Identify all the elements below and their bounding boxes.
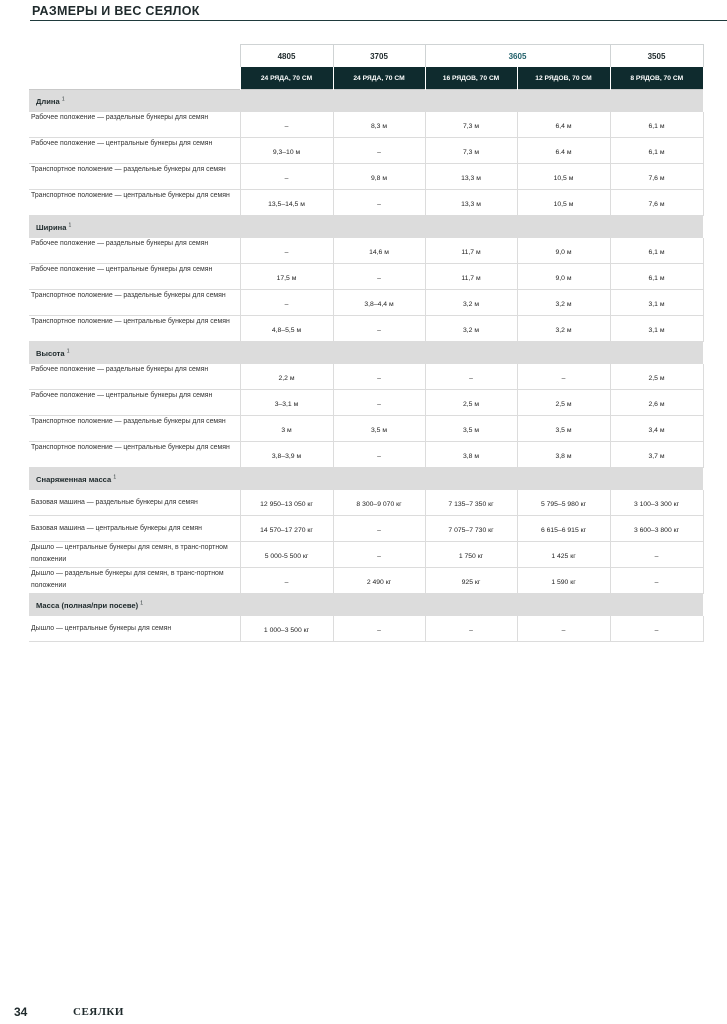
- row-label: Транспортное положение — раздельные бункеры для семян: [29, 416, 240, 442]
- row-label: Дышло — центральные бункеры для семян, в транс-портном положении: [29, 542, 240, 568]
- value-cell: 14,6 м: [333, 238, 425, 264]
- config-cell: 8 РЯДОВ, 70 СМ: [610, 67, 703, 90]
- section-header-row: [29, 342, 703, 365]
- value-cell: –: [333, 364, 425, 390]
- value-cell: 8,3 м: [333, 112, 425, 138]
- section-header-row: [29, 594, 703, 617]
- table-row: [29, 442, 703, 468]
- value-cell: –: [240, 112, 333, 138]
- config-cell: 24 РЯДА, 70 СМ: [333, 67, 425, 90]
- value-cell: 3 100–3 300 кг: [610, 490, 703, 516]
- value-cell: –: [333, 390, 425, 416]
- title-divider: [30, 20, 727, 21]
- row-label: Транспортное положение — центральные бункеры для семян: [29, 190, 240, 216]
- value-cell: 10,5 м: [517, 164, 610, 190]
- page-number: 34: [14, 1005, 28, 1019]
- config-cell: 12 РЯДОВ, 70 СМ: [517, 67, 610, 90]
- value-cell: –: [425, 364, 517, 390]
- table-row: [29, 112, 703, 138]
- value-cell: 3,2 м: [517, 316, 610, 342]
- table-row: [29, 568, 703, 594]
- table-row: [29, 616, 703, 642]
- section-title-text: Высота: [36, 348, 65, 358]
- table-row: [29, 516, 703, 542]
- value-cell: –: [333, 442, 425, 468]
- value-cell: –: [240, 164, 333, 190]
- value-cell: –: [333, 138, 425, 164]
- value-cell: 3 м: [240, 416, 333, 442]
- table-row: [29, 542, 703, 568]
- row-label: Транспортное положение — центральные бункеры для семян: [29, 442, 240, 468]
- value-cell: 6,1 м: [610, 112, 703, 138]
- value-cell: 13,5–14,5 м: [240, 190, 333, 216]
- table-row: [29, 164, 703, 190]
- value-cell: –: [517, 616, 610, 642]
- value-cell: –: [333, 616, 425, 642]
- value-cell: 7,6 м: [610, 190, 703, 216]
- value-cell: 12 950–13 050 кг: [240, 490, 333, 516]
- footnote-marker: 1: [66, 348, 70, 355]
- footnote-marker: 1: [61, 96, 65, 103]
- value-cell: 6.4 м: [517, 138, 610, 164]
- footnote-marker: 1: [68, 222, 72, 229]
- config-cell: 16 РЯДОВ, 70 СМ: [425, 67, 517, 90]
- value-cell: 1 425 кг: [517, 542, 610, 568]
- value-cell: 2,5 м: [517, 390, 610, 416]
- value-cell: –: [333, 516, 425, 542]
- value-cell: 3,2 м: [425, 316, 517, 342]
- value-cell: 9,3–10 м: [240, 138, 333, 164]
- value-cell: 3,8–4,4 м: [333, 290, 425, 316]
- value-cell: 11,7 м: [425, 264, 517, 290]
- value-cell: 3 600–3 800 кг: [610, 516, 703, 542]
- value-cell: 17,5 м: [240, 264, 333, 290]
- row-label: Базовая машина — раздельные бункеры для семян: [29, 490, 240, 516]
- value-cell: –: [610, 616, 703, 642]
- value-cell: 10,5 м: [517, 190, 610, 216]
- value-cell: 3,8–3,9 м: [240, 442, 333, 468]
- value-cell: 3–3,1 м: [240, 390, 333, 416]
- value-cell: 7 135–7 350 кг: [425, 490, 517, 516]
- footnote-marker: 1: [140, 600, 144, 607]
- table-row: [29, 490, 703, 516]
- table-row: [29, 264, 703, 290]
- footnote-marker: 1: [113, 474, 117, 481]
- spec-table: [29, 44, 704, 642]
- table-row: [29, 290, 703, 316]
- row-label: Рабочее положение — раздельные бункеры для семян: [29, 112, 240, 138]
- value-cell: 3,7 м: [610, 442, 703, 468]
- value-cell: –: [610, 568, 703, 594]
- section-title: [29, 97, 65, 106]
- model-3705: 3705: [333, 45, 425, 68]
- value-cell: 7 075–7 730 кг: [425, 516, 517, 542]
- value-cell: 9,0 м: [517, 264, 610, 290]
- value-cell: –: [240, 290, 333, 316]
- value-cell: 3,8 м: [517, 442, 610, 468]
- value-cell: –: [240, 238, 333, 264]
- section-title-text: Снаряженная масса: [36, 474, 112, 484]
- value-cell: –: [240, 568, 333, 594]
- value-cell: 3,1 м: [610, 316, 703, 342]
- value-cell: 6 615–6 915 кг: [517, 516, 610, 542]
- table-row: [29, 190, 703, 216]
- section-title-text: Длина: [36, 96, 60, 106]
- section-header-row: [29, 90, 703, 113]
- value-cell: 2,5 м: [425, 390, 517, 416]
- value-cell: 925 кг: [425, 568, 517, 594]
- value-cell: 13,3 м: [425, 190, 517, 216]
- table-row: [29, 138, 703, 164]
- table-row: [29, 238, 703, 264]
- value-cell: 7,6 м: [610, 164, 703, 190]
- row-label: Рабочее положение — раздельные бункеры для семян: [29, 238, 240, 264]
- value-cell: 3,5 м: [425, 416, 517, 442]
- section-header-row: [29, 468, 703, 491]
- row-label: Транспортное положение — раздельные бункеры для семян: [29, 164, 240, 190]
- table-row: [29, 364, 703, 390]
- row-label: Рабочее положение — центральные бункеры для семян: [29, 138, 240, 164]
- row-label: Рабочее положение — центральные бункеры для семян: [29, 264, 240, 290]
- value-cell: 1 000–3 500 кг: [240, 616, 333, 642]
- model-3605: 3605: [425, 45, 610, 68]
- value-cell: 2,5 м: [610, 364, 703, 390]
- value-cell: –: [517, 364, 610, 390]
- value-cell: –: [610, 542, 703, 568]
- row-label: Рабочее положение — центральные бункеры для семян: [29, 390, 240, 416]
- row-label: Рабочее положение — раздельные бункеры для семян: [29, 364, 240, 390]
- table-row: [29, 390, 703, 416]
- section-title: [29, 601, 143, 610]
- config-header-row: [29, 67, 703, 90]
- model-4805: 4805: [240, 45, 333, 68]
- value-cell: –: [333, 316, 425, 342]
- value-cell: 6,1 м: [610, 238, 703, 264]
- row-label: Дышло — раздельные бункеры для семян, в транс-портном положении: [29, 568, 240, 594]
- row-label: Базовая машина — центральные бункеры для семян: [29, 516, 240, 542]
- value-cell: 5 000-5 500 кг: [240, 542, 333, 568]
- value-cell: –: [425, 616, 517, 642]
- row-label: Транспортное положение — центральные бункеры для семян: [29, 316, 240, 342]
- config-cell: 24 РЯДА, 70 СМ: [240, 67, 333, 90]
- table-row: [29, 416, 703, 442]
- value-cell: 3,1 м: [610, 290, 703, 316]
- value-cell: 3,2 м: [517, 290, 610, 316]
- value-cell: 1 750 кг: [425, 542, 517, 568]
- value-cell: –: [333, 542, 425, 568]
- value-cell: 1 590 кг: [517, 568, 610, 594]
- value-cell: 11,7 м: [425, 238, 517, 264]
- value-cell: 14 570–17 270 кг: [240, 516, 333, 542]
- value-cell: –: [333, 190, 425, 216]
- value-cell: 9,8 м: [333, 164, 425, 190]
- value-cell: 6,1 м: [610, 264, 703, 290]
- value-cell: 9,0 м: [517, 238, 610, 264]
- value-cell: 6,4 м: [517, 112, 610, 138]
- value-cell: 7,3 м: [425, 138, 517, 164]
- model-3505: 3505: [610, 45, 703, 68]
- page-title: РАЗМЕРЫ И ВЕС СЕЯЛОК: [32, 4, 200, 18]
- value-cell: 2,2 м: [240, 364, 333, 390]
- value-cell: 4,8–5,5 м: [240, 316, 333, 342]
- value-cell: 3,2 м: [425, 290, 517, 316]
- value-cell: 3,5 м: [517, 416, 610, 442]
- row-label: Транспортное положение — раздельные бункеры для семян: [29, 290, 240, 316]
- value-cell: 3,8 м: [425, 442, 517, 468]
- section-title-text: Ширина: [36, 222, 67, 232]
- section-header-row: [29, 216, 703, 239]
- section-title-text: Масса (полная/при посеве): [36, 600, 139, 610]
- value-cell: 3,5 м: [333, 416, 425, 442]
- section-title: [29, 223, 71, 232]
- footer-section-label: СЕЯЛКИ: [73, 1006, 124, 1018]
- table-row: [29, 316, 703, 342]
- value-cell: –: [333, 264, 425, 290]
- value-cell: 5 795–5 980 кг: [517, 490, 610, 516]
- model-header-row: [29, 45, 703, 68]
- value-cell: 2 490 кг: [333, 568, 425, 594]
- value-cell: 7,3 м: [425, 112, 517, 138]
- value-cell: 6,1 м: [610, 138, 703, 164]
- section-title: [29, 475, 116, 484]
- section-title: [29, 349, 70, 358]
- value-cell: 3,4 м: [610, 416, 703, 442]
- value-cell: 13,3 м: [425, 164, 517, 190]
- row-label: Дышло — центральные бункеры для семян: [29, 616, 240, 642]
- value-cell: 8 300–9 070 кг: [333, 490, 425, 516]
- value-cell: 2,6 м: [610, 390, 703, 416]
